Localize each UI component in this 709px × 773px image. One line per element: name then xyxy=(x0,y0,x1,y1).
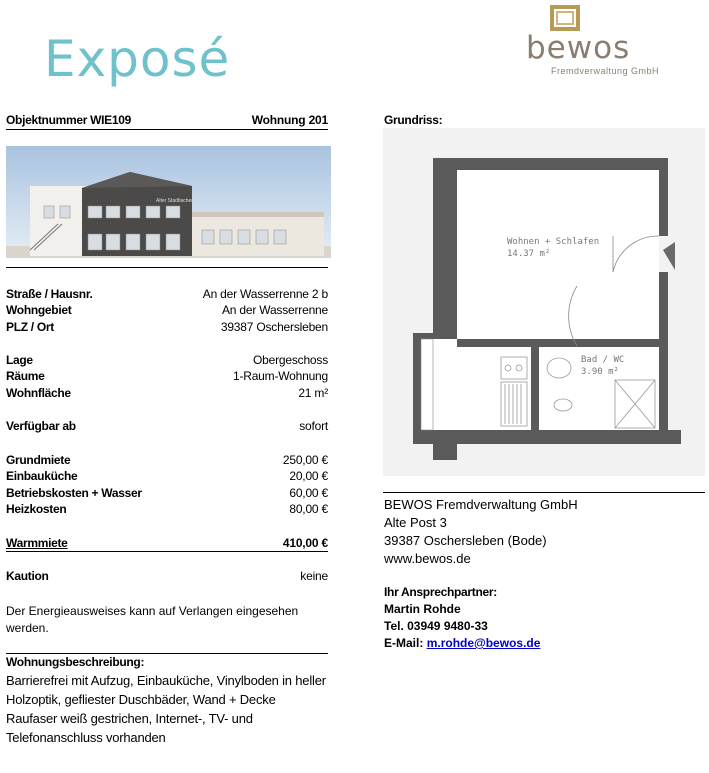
value-city: 39387 Oschersleben xyxy=(220,320,328,334)
value-base-rent: 250,00 € xyxy=(282,453,328,467)
object-header xyxy=(6,113,328,129)
label-warm-rent: Warmmiete xyxy=(6,536,68,550)
label-available: Verfügbar ab xyxy=(6,419,76,433)
building-sign: Alter Stadtlacher xyxy=(156,198,193,204)
brand-subtitle: Fremdverwaltung GmbH xyxy=(551,66,660,76)
value-area: An der Wasserrenne xyxy=(221,303,328,317)
company-web[interactable]: www.bewos.de xyxy=(384,551,471,566)
value-available: sofort xyxy=(299,419,328,433)
info-row-size xyxy=(6,386,328,402)
contact-email-label: E-Mail: xyxy=(384,636,424,650)
divider xyxy=(6,267,328,268)
room-living-label: Wohnen + Schlafen xyxy=(507,237,600,247)
bewos-logo-icon xyxy=(548,3,582,33)
label-city: PLZ / Ort xyxy=(6,320,54,334)
building-photo xyxy=(6,146,331,258)
divider xyxy=(6,129,328,130)
description-text: Barrierefrei mit Aufzug, Einbauküche, Vinylboden in heller Holzoptik, gefliester Duschbäder, Wand + Decke Raufaser weiß gestrichen, Internet-, TV- und Telefonanschluss vorhanden xyxy=(6,673,326,745)
value-floor: Obergeschoss xyxy=(253,353,328,367)
value-heating: 80,00 € xyxy=(289,502,328,516)
label-size: Wohnfläche xyxy=(6,386,71,400)
info-row-floor xyxy=(6,353,328,369)
label-operating: Betriebskosten + Wasser xyxy=(6,486,142,500)
energy-note: Der Energieausweises kann auf Verlangen eingesehen werden. xyxy=(6,604,299,635)
contact-block xyxy=(384,584,540,652)
contact-phone: Tel. 03949 9480-33 xyxy=(384,619,488,633)
divider xyxy=(6,551,328,552)
value-street: An der Wasserrenne 2 b xyxy=(202,287,328,301)
unit-number: Wohnung 201 xyxy=(251,113,328,127)
room-living-area: 14.37 m² xyxy=(507,249,551,259)
contact-heading: Ihr Ansprechpartner: xyxy=(384,585,497,599)
brand-name: bewos xyxy=(526,30,631,66)
room-bath-label: Bad / WC xyxy=(581,355,625,365)
floorplan-image xyxy=(383,128,705,476)
value-rooms: 1-Raum-Wohnung xyxy=(232,369,328,383)
value-warm-rent: 410,00 € xyxy=(282,536,328,550)
label-street: Straße / Hausnr. xyxy=(6,287,93,301)
cost-row-base-rent xyxy=(6,453,328,469)
contact-email-link[interactable]: m.rohde@bewos.de xyxy=(426,636,541,650)
company-block xyxy=(384,496,578,568)
company-city: 39387 Oschersleben (Bode) xyxy=(384,533,547,548)
label-area: Wohngebiet xyxy=(6,303,72,317)
value-size: 21 m² xyxy=(298,386,328,400)
info-row-available xyxy=(6,419,328,435)
label-floor: Lage xyxy=(6,353,33,367)
label-base-rent: Grundmiete xyxy=(6,453,71,467)
value-deposit: keine xyxy=(300,569,328,583)
object-number: Objektnummer WIE109 xyxy=(6,113,132,127)
info-row-area xyxy=(6,303,328,319)
contact-name: Martin Rohde xyxy=(384,602,461,616)
company-name: BEWOS Fremdverwaltung GmbH xyxy=(384,497,578,512)
info-row-deposit xyxy=(6,569,328,585)
cost-row-operating xyxy=(6,486,328,502)
label-deposit: Kaution xyxy=(6,569,49,583)
cost-row-kitchen xyxy=(6,469,328,485)
divider xyxy=(383,492,705,493)
room-bath-area: 3.90 m² xyxy=(581,367,619,377)
description-heading: Wohnungsbeschreibung: xyxy=(6,655,145,669)
label-heating: Heizkosten xyxy=(6,502,67,516)
value-operating: 60,00 € xyxy=(289,486,328,500)
info-row-city xyxy=(6,320,328,336)
info-row-street xyxy=(6,287,328,303)
divider xyxy=(6,653,328,654)
label-kitchen: Einbauküche xyxy=(6,469,78,483)
floorplan-heading: Grundriss: xyxy=(384,113,443,127)
info-row-rooms xyxy=(6,369,328,385)
label-rooms: Räume xyxy=(6,369,45,383)
value-kitchen: 20,00 € xyxy=(289,469,328,483)
cost-row-warm-rent xyxy=(6,536,328,552)
page-title: Exposé xyxy=(44,30,231,88)
company-street: Alte Post 3 xyxy=(384,515,447,530)
cost-row-heating xyxy=(6,502,328,518)
